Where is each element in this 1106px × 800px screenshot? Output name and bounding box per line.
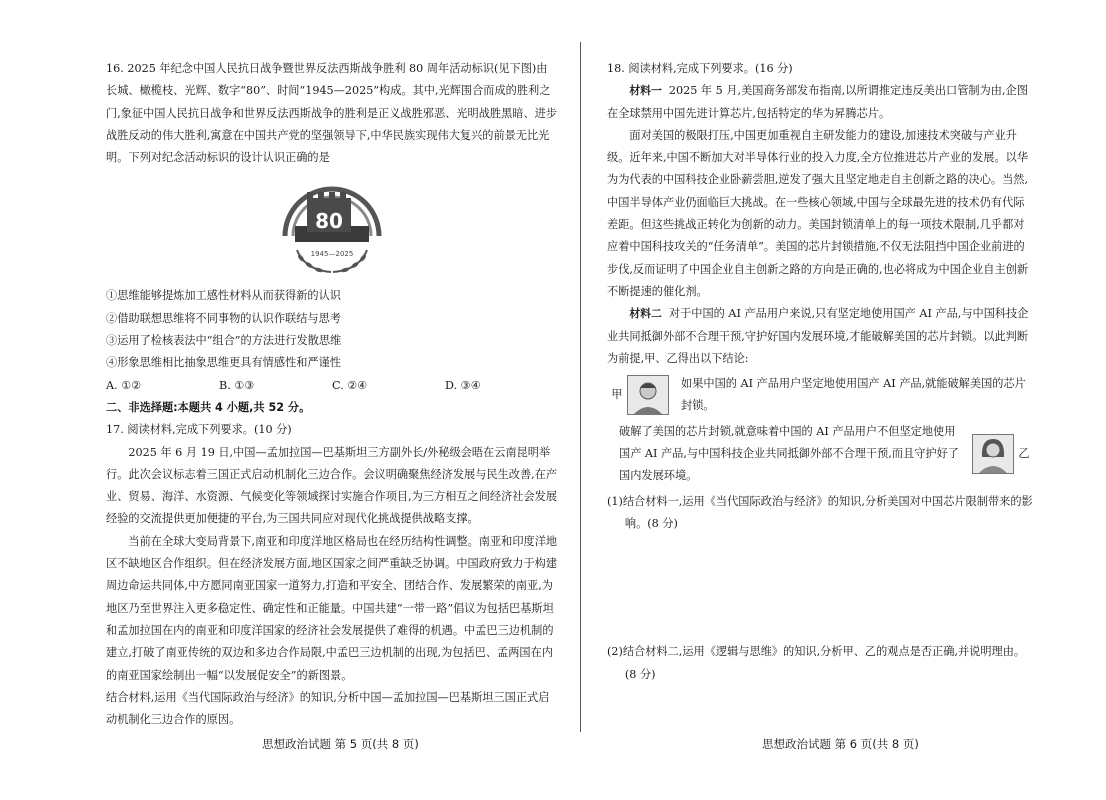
q16-stem: 16. 2025 年纪念中国人民抗日战争暨世界反法西斯战争胜利 80 周年活动标识(见下图)由长城、橄榄枝、光辉、数字“80”、时间“1945—2025”构成。其中,光辉围合而成的胜利之门,象征中国人民抗日战争和世界反法西斯战争的胜利是正义战胜邪恶、光明战胜黑暗、进步战胜反动的伟大胜利,寓意在中国共产党的坚强领导下,中华民族实现伟大复兴的前景无比光明。下列对纪念活动标识的设计认识正确的是 <box>106 62 558 165</box>
right-column <box>607 58 1034 686</box>
q17-stem: 17. 阅读材料,完成下列要求。(10 分) <box>106 423 292 437</box>
male-avatar-icon <box>627 375 669 415</box>
q17-paragraph-2: 当前在全球大变局背景下,南亚和印度洋地区格局也在经历结构性调整。南亚和印度洋地区不缺地区合作组织。但在经济发展方面,地区国家之间严重缺乏协调。中国政府致力于构建周边命运共同体,中方愿同南亚国家一道努力,打造和平安全、团结合作、发展繁荣的南亚,为地区乃至世界注入更多稳定性、确定性和正能量。中国共建“一带一路”倡议为包括巴基斯坦和孟加拉国在内的南亚和印度洋国家的经济社会发展提供了难得的机遇。中孟巴三边机制的建立,打破了南亚传统的双边和多边合作局限,中孟巴三边机制的出现,为包括巴、孟两国在内的南亚国家绘制出一幅“以发展促安全”的新图景。 <box>106 534 558 682</box>
answer-space-1 <box>607 535 1034 641</box>
material1-label: 材料一 <box>629 84 662 98</box>
commemorative-logo <box>106 173 558 279</box>
q16-statement-4: ④形象思维相比抽象思维更具有情感性和严谨性 <box>106 356 341 370</box>
q16-statement-3: ③运用了检核表法中“组合”的方法进行发散思维 <box>106 334 342 348</box>
section-title: 二、非选择题:本题共 4 小题,共 52 分。 <box>106 400 311 414</box>
q16-option-b: B. ①③ <box>219 378 255 392</box>
person-jia <box>607 373 1034 418</box>
logo-years: 1945—2025 <box>310 250 354 259</box>
person-yi-label: 乙 <box>1018 447 1030 461</box>
footer-page-5: 思想政治试题 第 5 页(共 8 页) <box>262 737 419 751</box>
material2-text: 对于中国的 AI 产品用户来说,只有坚定地使用国产 AI 产品,与中国科技企业共同抵御外部不合理干预,守护好国内发展环境,才能破解美国的芯片封锁。以此判断为前提,甲、乙得出以下结论: <box>607 307 1029 365</box>
q16-statement-1: ①思维能够提炼加工感性材料从而获得新的认识 <box>106 289 341 303</box>
q18-sub1: (1)结合材料一,运用《当代国际政治与经济》的知识,分析美国对中国芯片限制带来的影响。(8 分) <box>607 494 1033 530</box>
material1-p1: 2025 年 5 月,美国商务部发布指南,以所谓推定违反美出口管制为由,企图在全球禁用中国先进计算芯片,包括特定的华为昇腾芯片。 <box>607 84 1028 120</box>
q18-sub2: (2)结合材料二,运用《逻辑与思维》的知识,分析甲、乙的观点是否正确,并说明理由。(8 分) <box>607 645 1026 681</box>
q18-stem: 18. 阅读材料,完成下列要求。(16 分) <box>607 62 793 75</box>
q16-option-d: D. ③④ <box>445 378 481 392</box>
material1-p2: 面对美国的极限打压,中国更加重视自主研发能力的建设,加速技术突破与产业升级。近年来,中国不断加大对半导体行业的投入力度,全方位推进芯片产业的发展。以华为为代表的中国科技企业卧薪尝胆,逆发了强大且坚定地走自主创新之路的决心。当然,中国半导体产业仍面临巨大挑战。在一些核心领域,中国与全球最先进的技术仍有代际差距。但这些挑战正转化为创新的动力。美国封锁清单上的每一项技术限制,几乎都对应着中国科技攻关的“任务清单”。美国的芯片封锁措施,不仅无法阻挡中国企业前进的步伐,反而证明了中国企业自主创新之路的方向是正确的,也必将成为中国企业自主创新不断提速的催化剂。 <box>607 128 1029 298</box>
q16-option-a: A. ①② <box>106 378 142 392</box>
column-divider <box>580 42 581 732</box>
footer-page-6: 思想政治试题 第 6 页(共 8 页) <box>762 737 919 751</box>
person-yi <box>607 421 1034 488</box>
q16-option-c: C. ②④ <box>332 378 368 392</box>
q16-options <box>106 375 558 397</box>
person-jia-text: 如果中国的 AI 产品用户坚定地使用国产 AI 产品,就能破解美国的芯片封锁。 <box>681 377 1026 413</box>
q17-task: 结合材料,运用《当代国际政治与经济》的知识,分析中国—孟加拉国—巴基斯坦三国正式启动机制化三边合作的原因。 <box>106 690 550 727</box>
q16-statement-2: ②借助联想思维将不同事物的认识作联结与思考 <box>106 311 341 325</box>
person-yi-text: 破解了美国的芯片封锁,就意味着中国的 AI 产品用户不但坚定地使用国产 AI 产品,与中国科技企业共同抵御外部不合理干预,而且守护好了国内发展环境。 <box>619 424 959 483</box>
left-column <box>106 58 558 731</box>
person-jia-label: 甲 <box>611 388 623 402</box>
logo-number: 80 <box>315 209 343 234</box>
material2-label: 材料二 <box>629 307 662 321</box>
great-wall-logo-icon <box>267 174 397 278</box>
q17-paragraph-1: 2025 年 6 月 19 日,中国—孟加拉国—巴基斯坦三方副外长/外秘级会晤在云南昆明举行。此次会议标志着三国正式启动机制化三边合作。会议明确聚焦经济发展与民生改善,在产业、贸易、海洋、水资源、气候变化等领域探讨实施合作项目,为三方相互之间经济社会发展经验的交流提供更加便捷的平台,为三国共同应对现代化挑战提供战略支撑。 <box>106 445 558 526</box>
female-avatar-icon <box>972 434 1014 474</box>
